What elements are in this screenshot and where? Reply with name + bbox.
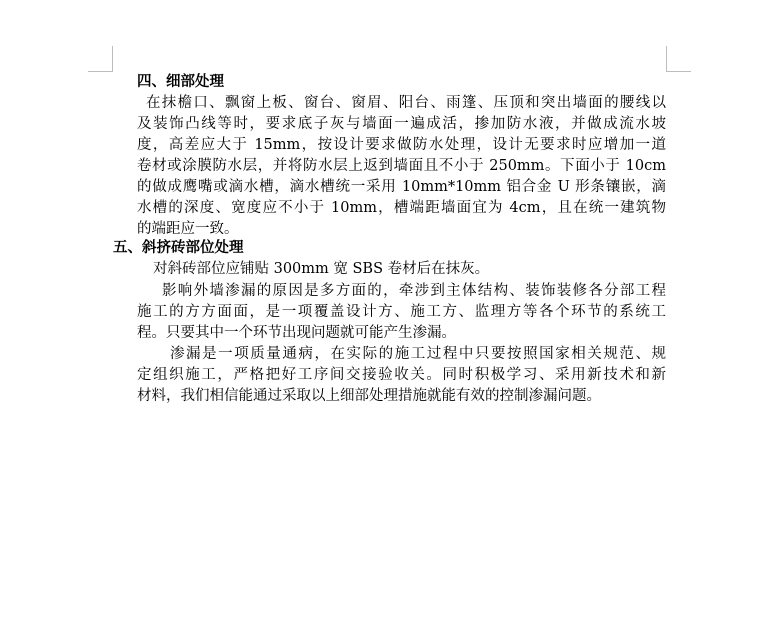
section-5-paragraph: 对斜砖部位应铺贴 300mm 宽 SBS 卷材后在抹灰。: [153, 261, 490, 277]
section-4-line-4: 卷材或涂膜防水层，并将防水层上返到墙面且不小于 250mm。下面小于 10cm: [137, 158, 666, 174]
section-4-line-1: 在抹檐口、飘窗上板、窗台、窗眉、阳台、雨篷、压顶和突出墙面的腰线以: [146, 95, 666, 111]
causes-line-3: 程。只要其中一个环节出现问题就可能产生渗漏。: [137, 325, 456, 341]
section-4-line-7: 的端距应一致。: [137, 221, 239, 237]
conclusion-line-1: 渗漏是一项质量通病，在实际的施工过程中只要按照国家相关规范、规: [170, 346, 666, 362]
section-4-line-3: 度，高差应大于 15mm，按设计要求做防水处理，设计无要求时应增加一道: [137, 137, 666, 153]
crop-mark-top-left-vertical: [112, 46, 113, 72]
section-4-heading: 四、细部处理: [137, 73, 224, 90]
crop-mark-top-left-horizontal: [88, 71, 113, 72]
section-4-line-6: 水槽的深度、宽度应不小于 10mm，槽端距墙面宜为 4cm，且在统一建筑物: [137, 200, 666, 216]
crop-mark-top-right-horizontal: [666, 71, 691, 72]
section-4-line-2: 及装饰凸线等时，要求底子灰与墙面一遍成活，掺加防水液，并做成流水坡: [137, 116, 666, 132]
conclusion-line-2: 定组织施工，严格把好工序间交接验收关。同时积极学习、采用新技术和新: [137, 367, 666, 383]
section-5-heading: 五、斜挤砖部位处理: [113, 239, 244, 256]
crop-mark-top-right-vertical: [666, 46, 667, 72]
conclusion-line-3: 材料，我们相信能通过采取以上细部处理措施就能有效的控制渗漏问题。: [137, 388, 601, 404]
causes-line-1: 影响外墙渗漏的原因是多方面的，牵涉到主体结构、装饰装修各分部工程: [162, 283, 666, 299]
section-4-line-5: 的做成鹰嘴或滴水槽，滴水槽统一采用 10mm*10mm 铝合金 U 形条镶嵌，滴: [137, 179, 666, 195]
causes-line-2: 施工的方方面面，是一项覆盖设计方、施工方、监理方等各个环节的系统工: [137, 304, 666, 320]
